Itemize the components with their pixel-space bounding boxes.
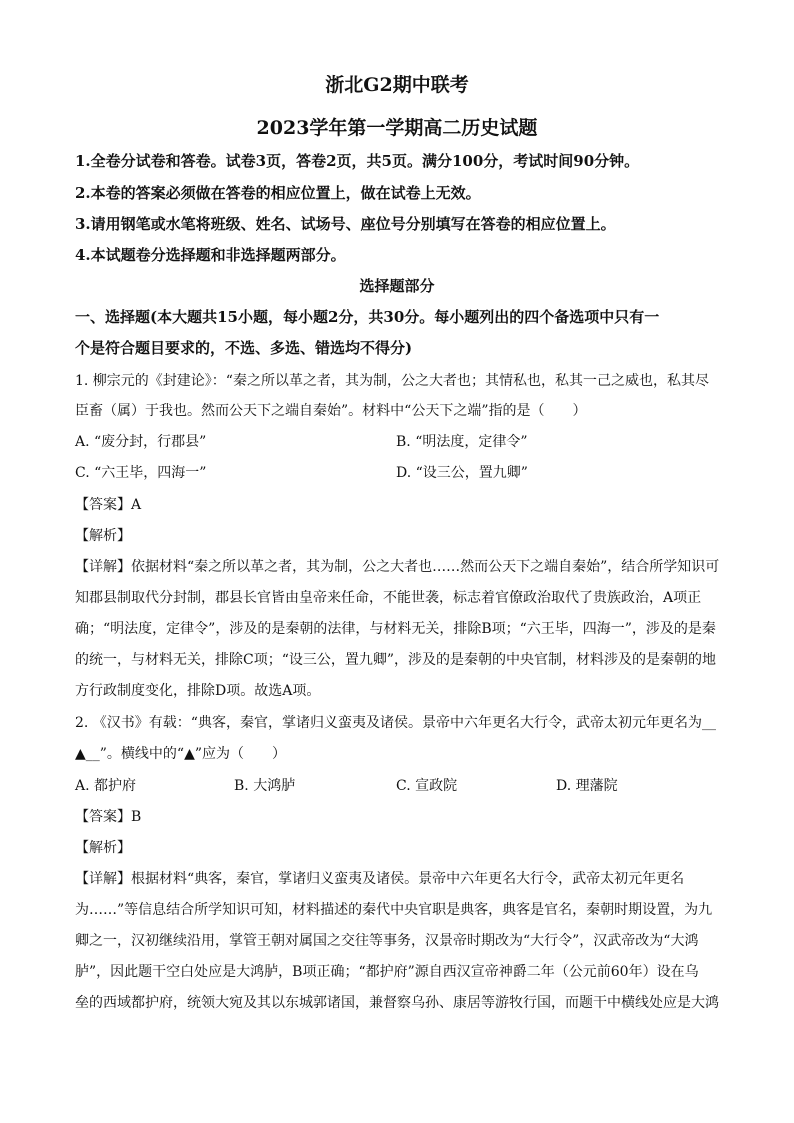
q1-option-d: D. “设三公，置九卿” bbox=[396, 465, 528, 481]
q2-detail-line: 【详解】根据材料“典客，秦官，掌诸归义蛮夷及诸侯。景帝中六年更名大行令，武帝太初元年更名 bbox=[75, 871, 685, 887]
q2-detail-line: 卿之一，汉初继续沿用，掌管王朝对属国之交往等事务，汉景帝时期改为“大行令”，汉武帝改为“大鸿 bbox=[75, 933, 699, 949]
q1-detail-line: 确；“明法度，定律令”，涉及的是秦朝的法律，与材料无关，排除B项；“六王毕，四海一”，涉及的是秦 bbox=[75, 621, 716, 637]
exam-subtitle: 2023学年第一学期高二历史试题 bbox=[256, 117, 538, 139]
q2-option-d: D. 理藩院 bbox=[556, 778, 618, 794]
section-heading: 选择题部分 bbox=[359, 277, 435, 295]
q1-analysis-label: 【解析】 bbox=[75, 528, 131, 544]
q1-option-a: A. “废分封，行郡县” bbox=[75, 434, 207, 450]
section-intro-line1: 一、选择题(本大题共15小题，每小题2分，共30分。每小题列出的四个备选项中只有一 bbox=[75, 308, 660, 326]
q1-stem-line2: 臣畜（属）于我也。然而公天下之端自秦始”。材料中“公天下之端”指的是（ ） bbox=[75, 403, 587, 419]
note-2: 2.本卷的答案必须做在答卷的相应位置上，做在试卷上无效。 bbox=[75, 184, 481, 202]
q2-option-b: B. 大鸿胪 bbox=[234, 778, 296, 794]
exam-title: 浙北G2期中联考 bbox=[325, 74, 469, 96]
q2-stem-line1: 2. 《汉书》有载：“典客，秦官，掌诸归义蛮夷及诸侯。景帝中六年更名大行令，武帝太初元年更名为__ bbox=[75, 715, 716, 731]
q2-detail-line: 为……”等信息结合所学知识可知，材料描述的秦代中央官职是典客，典客是官名，秦朝时期设置，为九 bbox=[75, 902, 713, 918]
q2-option-c: C. 宣政院 bbox=[396, 778, 458, 794]
q1-option-b: B. “明法度，定律令” bbox=[396, 434, 528, 450]
q2-detail-line: 胪”，因此题干空白处应是大鸿胪，B项正确；“都护府”源自西汉宣帝神爵二年（公元前60年）设在乌 bbox=[75, 964, 699, 980]
q1-detail-line: 知郡县制取代分封制，郡县长官皆由皇帝来任命，不能世袭，标志着官僚政治取代了贵族政治，A项正 bbox=[75, 590, 702, 606]
note-1: 1.全卷分试卷和答卷。试卷3页，答卷2页，共5页。满分100分，考试时间90分钟。 bbox=[75, 152, 640, 170]
section-intro-line2: 个是符合题目要求的，不选、多选、错选均不得分) bbox=[75, 339, 413, 357]
q2-answer: 【答案】B bbox=[75, 809, 142, 825]
q1-detail-line: 的统一，与材料无关，排除C项；“设三公，置九卿”，涉及的是秦朝的中央官制，材料涉及的是秦朝的地 bbox=[75, 652, 717, 668]
q1-detail-line: 方行政制度变化，排除D项。故选A项。 bbox=[75, 683, 321, 699]
note-3: 3.请用钢笔或水笔将班级、姓名、试场号、座位号分别填写在答卷的相应位置上。 bbox=[75, 215, 616, 233]
q1-option-c: C. “六王毕，四海一” bbox=[75, 465, 207, 481]
q2-option-a: A. 都护府 bbox=[75, 778, 137, 794]
q1-answer: 【答案】A bbox=[75, 497, 142, 513]
q1-stem-line1: 1. 柳宗元的《封建论》：“秦之所以革之者，其为制，公之大者也；其情私也，私其一己之威也，私其尽 bbox=[75, 373, 709, 389]
q2-analysis-label: 【解析】 bbox=[75, 840, 131, 856]
q2-detail-line: 垒的西域都护府，统领大宛及其以东城郭诸国，兼督察乌孙、康居等游牧行国，而题干中横线处应是大鸿 bbox=[75, 995, 719, 1011]
q1-detail-line: 【详解】依据材料“秦之所以革之者，其为制，公之大者也……然而公天下之端自秦始”，结合所学知识可 bbox=[75, 559, 720, 575]
note-4: 4.本试题卷分选择题和非选择题两部分。 bbox=[75, 246, 346, 264]
q2-stem-line2: ▲__”。横线中的“▲”应为（ ） bbox=[75, 746, 287, 762]
